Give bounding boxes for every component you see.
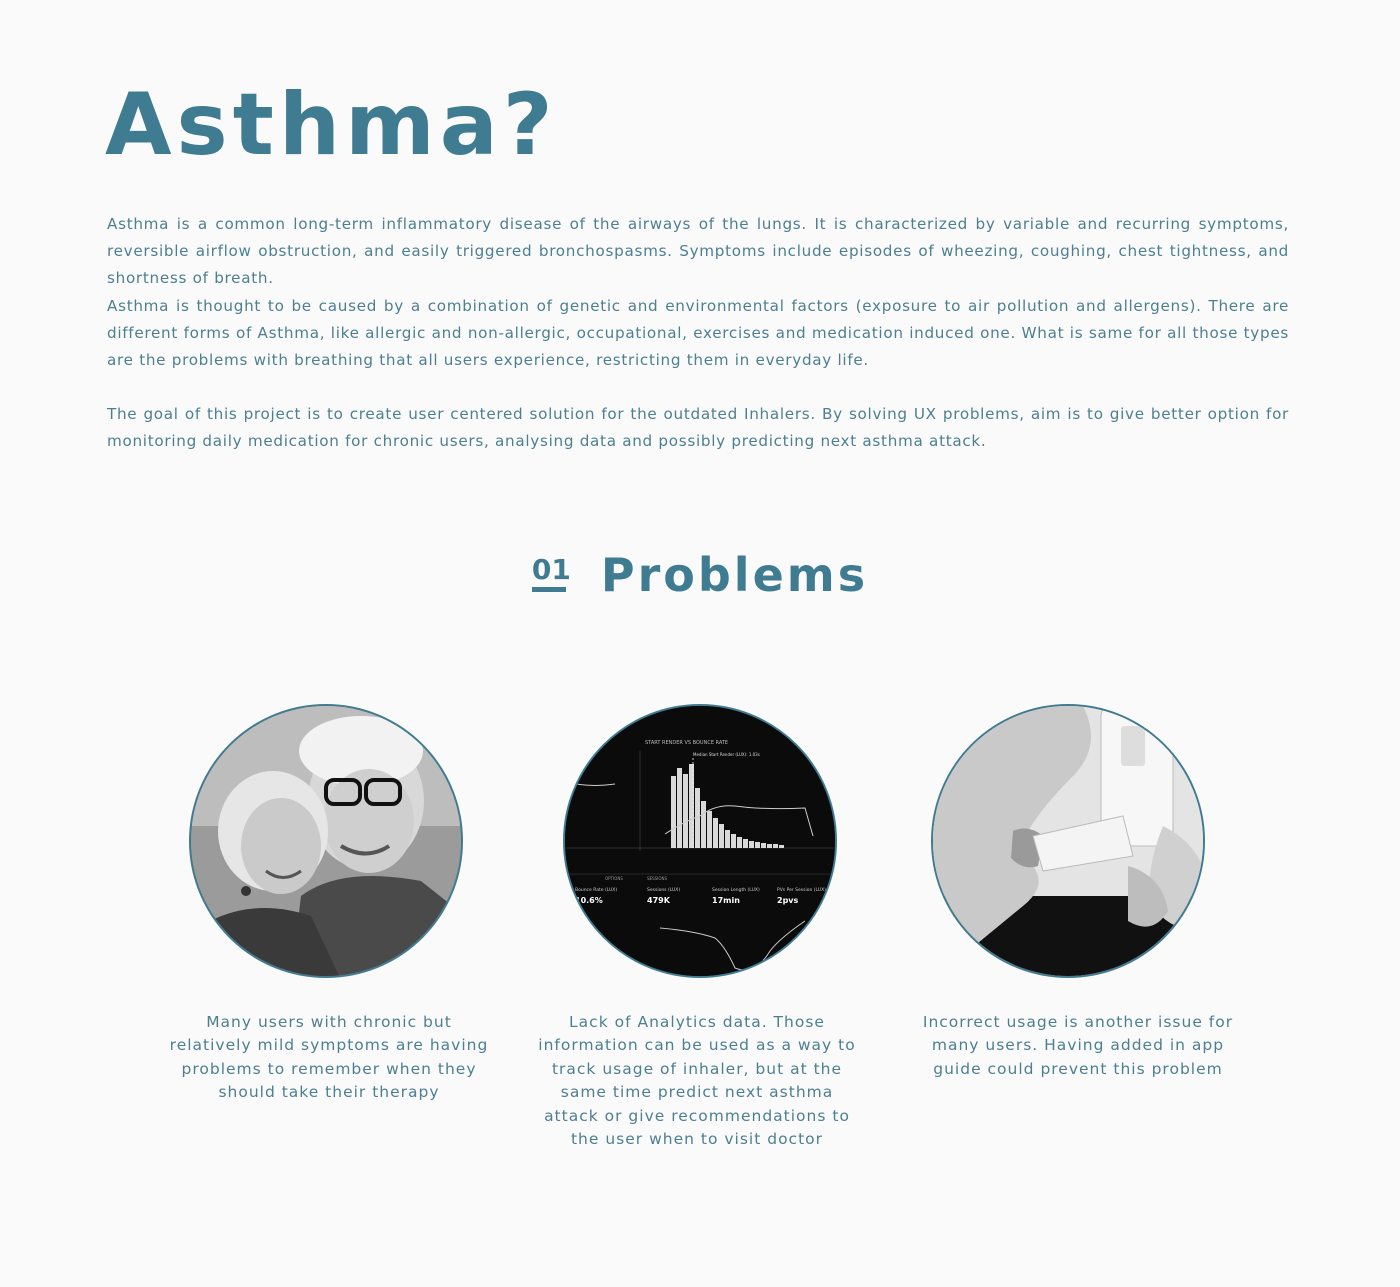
inhaler-use-photo <box>931 704 1205 978</box>
section-number: 01 <box>532 553 571 586</box>
analytics-dashboard-photo <box>563 704 837 978</box>
metric-value: 479K <box>647 896 670 905</box>
intro-paragraph-1: Asthma is a common long-term inflammatory disease of the airways of the lungs. It is characterized by variable and recurring symptoms, reversible airflow obstruction, and easily triggered bronchospasms. Symptoms include episodes of wheezing, coughing, chest tightness, and shortness of breath. <box>107 215 1289 288</box>
problem-caption-3: Incorrect usage is another issue for many users. Having added in app guide could prevent this problem <box>922 1013 1234 1078</box>
metric-value: 2pvs <box>777 896 799 905</box>
metric-label: Sessions (LUX) <box>647 888 681 893</box>
problem-caption-1: Many users with chronic but relatively mild symptoms are having problems to remember when they should take their therapy <box>169 1013 489 1102</box>
dashboard-median-label: Median Start Render (LUX): 1.03s <box>693 752 760 757</box>
problem-caption-2: Lack of Analytics data. Those information can be used as a way to track usage of inhaler, but at the same time predict next asthma attack or give recommendations to the user when to visit doctor <box>538 1013 856 1149</box>
metric-value: 17min <box>712 896 740 905</box>
elderly-couple-photo <box>189 704 463 978</box>
metric-label: Session Length (LUX) <box>712 888 760 893</box>
inhaler-use-illustration <box>933 706 1205 978</box>
dashboard-options-label: OPTIONS <box>605 876 623 881</box>
page-title: Asthma? <box>105 75 558 175</box>
section-heading <box>0 548 1400 602</box>
metric-label: Bounce Rate (LUX) <box>575 888 618 893</box>
section-title: Problems <box>600 548 869 602</box>
metric-value: 10.6% <box>575 896 603 905</box>
elderly-couple-illustration <box>191 706 463 978</box>
section-number-underline <box>532 587 566 592</box>
analytics-dashboard-illustration <box>565 706 837 978</box>
metric-label: PVs Per Session (LUX) <box>777 888 826 893</box>
intro-paragraph-3: The goal of this project is to create user centered solution for the outdated Inhalers. By solving UX problems, aim is to give better option for monitoring daily medication for chronic users, analysing data and possibly predicting next asthma attack. <box>107 405 1289 451</box>
intro-text <box>107 211 1289 456</box>
dashboard-panel-title: START RENDER VS BOUNCE RATE <box>645 740 729 746</box>
intro-paragraph-2: Asthma is thought to be caused by a combination of genetic and environmental factors (exposure to air pollution and allergens). There are different forms of Asthma, like allergic and non-allergic, occupational, exercises and medication induced one. What is same for all those types are the problems with breathing that all users experience, restricting them in everyday life. <box>107 296 1289 370</box>
dashboard-sessions-label: SESSIONS <box>647 876 668 881</box>
